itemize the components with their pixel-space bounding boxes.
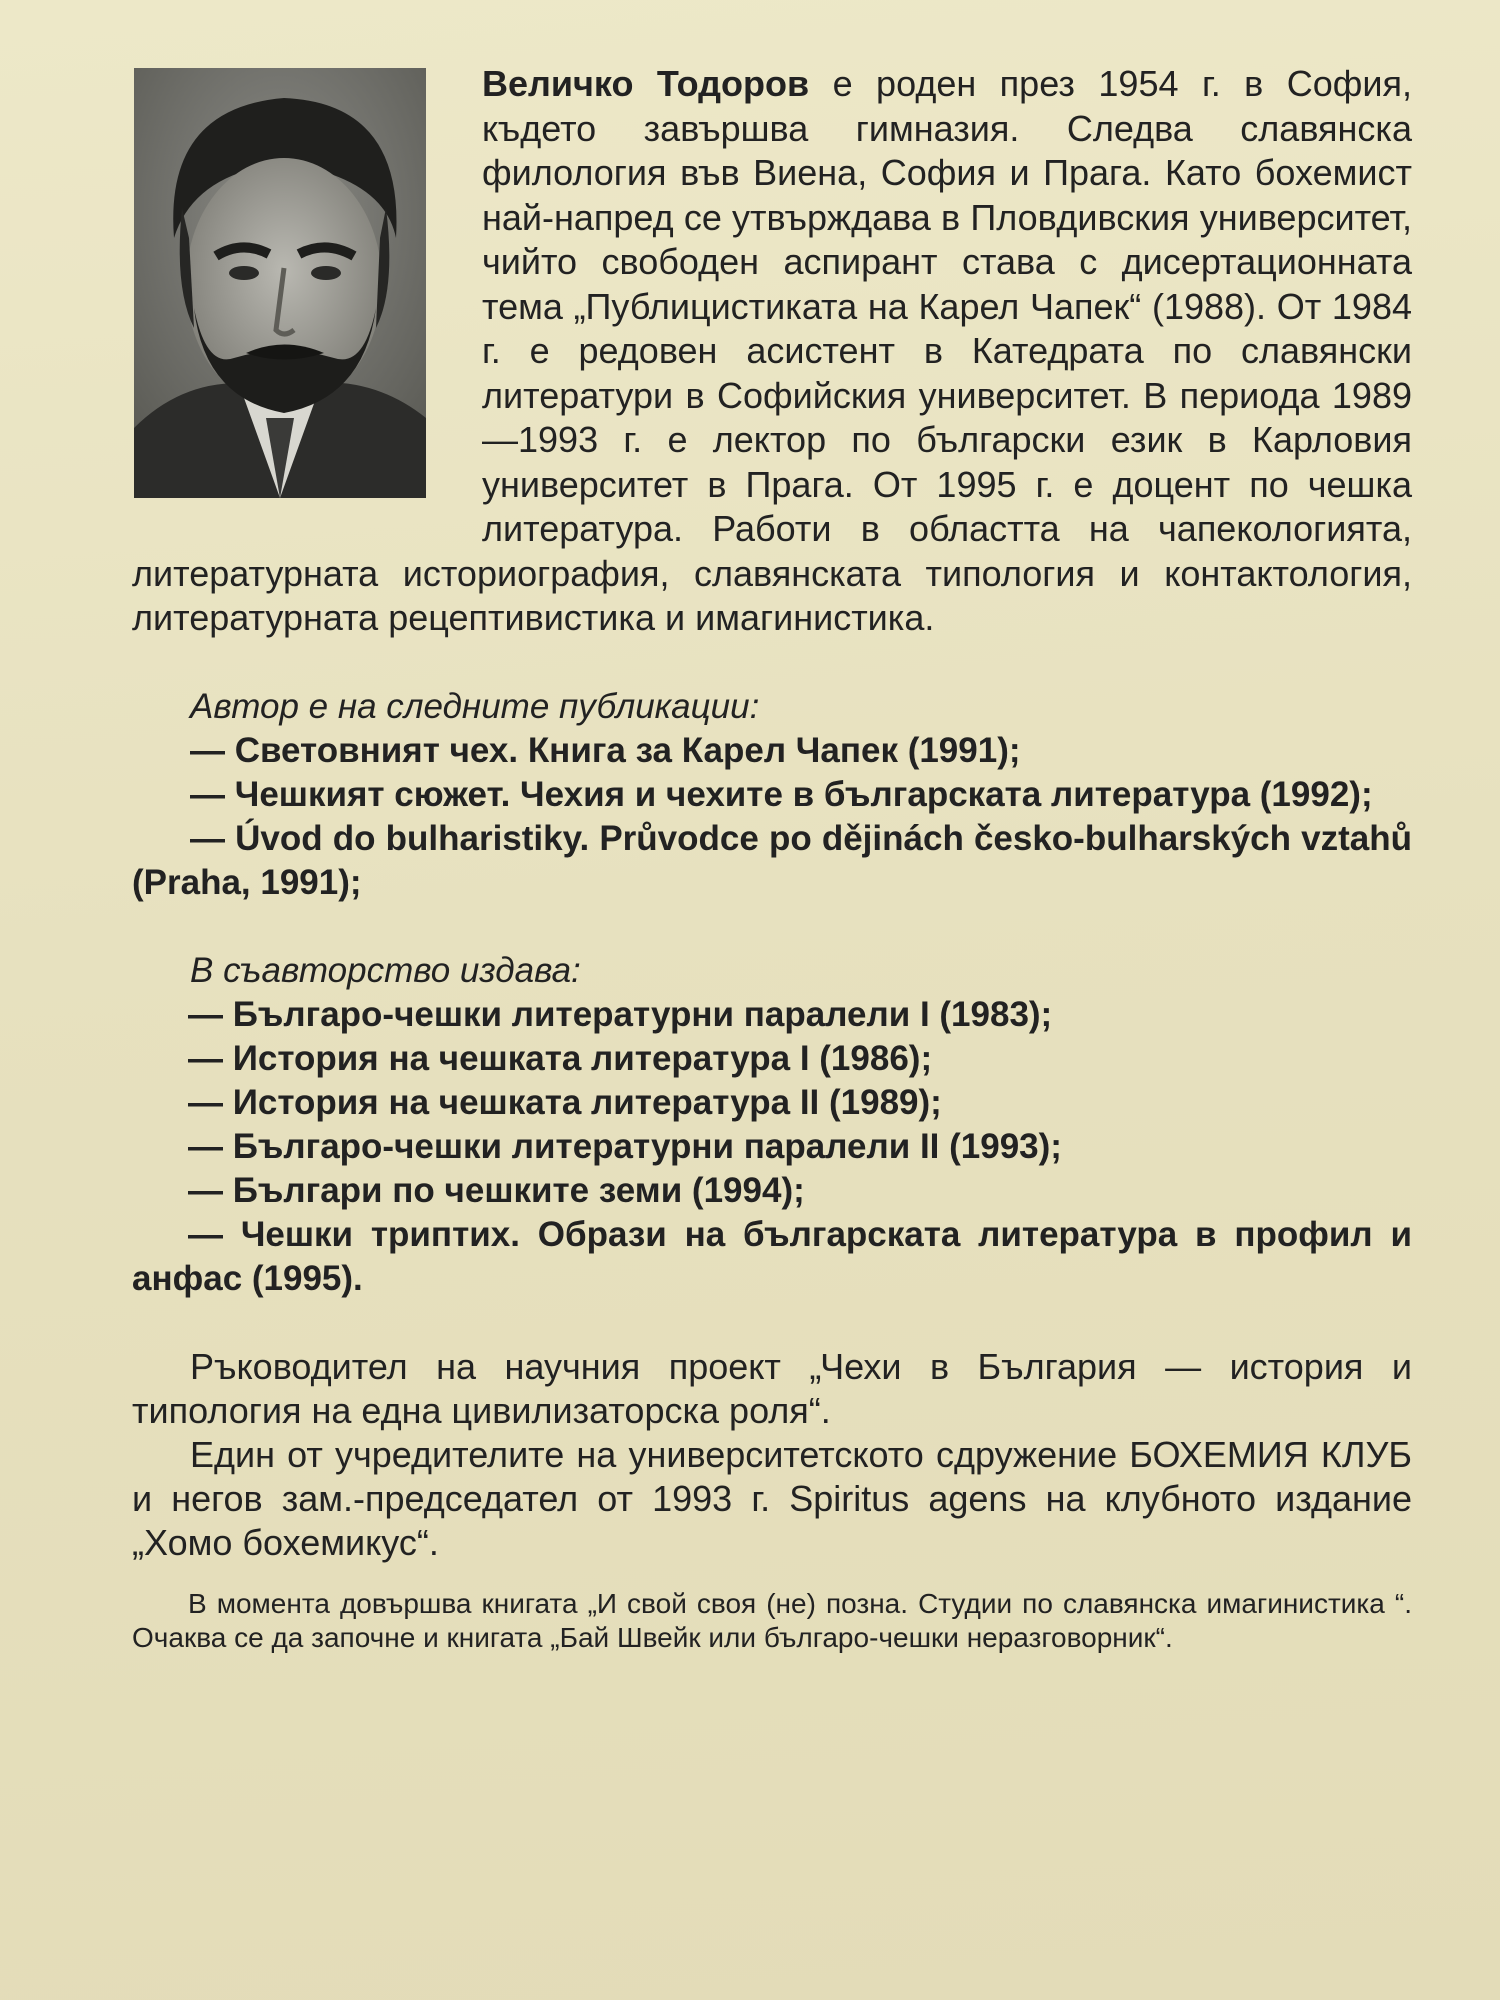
author-portrait-photo bbox=[134, 68, 426, 498]
publication-item: — Чешкият сюжет. Чехия и чехите в българската литература (1992); bbox=[190, 774, 1373, 814]
coauthored-item: — Чешки триптих. Образи на българската литература в профил и анфас (1995). bbox=[132, 1214, 1412, 1298]
coauthored-item: — Българо-чешки литературни паралели II (1993); bbox=[188, 1126, 1062, 1166]
publications-heading: Автор е на следните публикации: bbox=[190, 686, 760, 726]
project-paragraph: Ръководител на научния проект „Чехи в България — история и типология на една цивилизаторска роля“. bbox=[132, 1345, 1412, 1431]
biography-text: е роден през 1954 г. в София, където завършва гимназия. Следва славянска филология във Виена, София и Прага. Като бохемист най-напред се утвърждава в Пловдивския университет, чийто свободен аспирант става с дисертационната тема „Публицистиката на Карел Чапек“ (1988). От 1984 г. е редовен асистент в Катедрата по славянски литератури в Софийския университет. В периода 1989—1993 г. е лектор по български език в Карловия университет в Прага. От 1995 г. е доцент по чешка литература. Работи в областта на чапекологията, литературната историография, славянската типология и контактология, литературната рецептивистика и имагинистика. bbox=[132, 63, 1412, 638]
club-paragraph: Един от учредителите на университетското сдружение БОХЕМИЯ КЛУБ и негов зам.-председател от 1993 г. Spiritus agens на клубното издание „Хомо бохемикус“. bbox=[132, 1433, 1412, 1563]
page-content bbox=[132, 62, 1412, 1655]
project-paragraphs bbox=[132, 1345, 1412, 1565]
coauthored-heading: В съавторство издава: bbox=[190, 950, 581, 990]
publication-item: — Световният чех. Книга за Карел Чапек (1991); bbox=[190, 730, 1021, 770]
coauthored-item: — Българо-чешки литературни паралели I (1983); bbox=[188, 994, 1053, 1034]
coauthored-item: — История на чешката литература I (1986); bbox=[188, 1038, 933, 1078]
portrait-image bbox=[134, 68, 426, 498]
closing-note: В момента довършва книгата „И свой своя (не) позна. Студии по славянска имагинистика “. Очаква се да започне и книгата „Бай Швейк или българо-чешки неразговорник“. bbox=[132, 1587, 1412, 1653]
coauthored-item: — История на чешката литература II (1989); bbox=[188, 1082, 942, 1122]
coauthored-section bbox=[132, 949, 1412, 1301]
publications-section bbox=[132, 685, 1412, 905]
coauthored-item: — Българи по чешките земи (1994); bbox=[188, 1170, 805, 1210]
author-name: Величко Тодоров bbox=[482, 63, 810, 104]
publication-item: — Úvod do bulharistiky. Průvodce po dějinách česko-bulharských vztahů (Praha, 1991); bbox=[132, 818, 1412, 902]
